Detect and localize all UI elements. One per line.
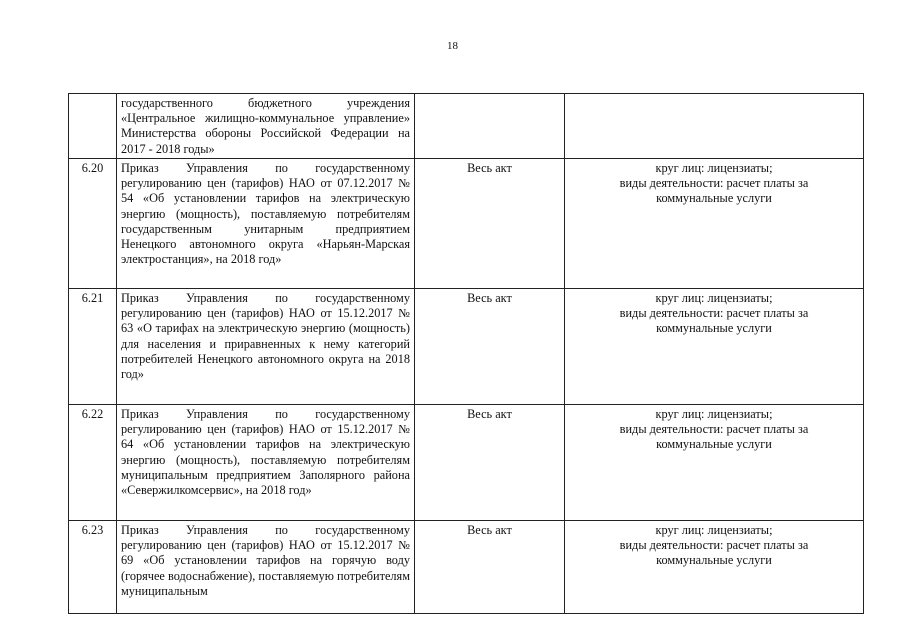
row-number: 6.23 bbox=[69, 521, 117, 614]
row-number: 6.22 bbox=[69, 405, 117, 521]
table-row bbox=[69, 159, 864, 289]
conditions-line: круг лиц: лицензиаты; bbox=[655, 407, 773, 421]
act-name: Приказ Управления по государственному регулированию цен (тарифов) НАО от 15.12.2017 № 69 «Об установлении тарифов на горячую воду (горячее водоснабжение), поставляемую потребителям муниципальным bbox=[117, 521, 415, 614]
conditions-line: виды деятельности: расчет платы за bbox=[619, 176, 809, 191]
row-number bbox=[69, 94, 117, 159]
row-number: 6.21 bbox=[69, 289, 117, 405]
conditions-line: виды деятельности: расчет платы за bbox=[619, 306, 809, 321]
conditions-line: коммунальные услуги bbox=[656, 321, 772, 336]
act-conditions bbox=[565, 521, 864, 614]
act-conditions bbox=[565, 159, 864, 289]
act-scope: Весь акт bbox=[415, 159, 565, 289]
act-name: Приказ Управления по государственному регулированию цен (тарифов) НАО от 07.12.2017 № 54 «Об установлении тарифов на электрическую энергию (мощность), поставляемую потребителям государственным унитарным предприятием Ненецкого автономного округа «Нарьян-Марская электростанция», на 2018 год» bbox=[117, 159, 415, 289]
act-conditions bbox=[565, 405, 864, 521]
act-scope: Весь акт bbox=[415, 405, 565, 521]
table-row bbox=[69, 405, 864, 521]
page-number: 18 bbox=[447, 40, 458, 52]
conditions-line: виды деятельности: расчет платы за bbox=[619, 422, 809, 437]
table-row bbox=[69, 94, 864, 159]
conditions-line: круг лиц: лицензиаты; bbox=[655, 161, 773, 175]
conditions-line: круг лиц: лицензиаты; bbox=[655, 523, 773, 537]
row-number: 6.20 bbox=[69, 159, 117, 289]
table-row bbox=[69, 289, 864, 405]
table-row bbox=[69, 521, 864, 614]
act-scope bbox=[415, 94, 565, 159]
act-name: государственного бюджетного учреждения «Центральное жилищно-коммунальное управление» Министерства обороны Российской Федерации на 2017 - 2018 годы» bbox=[117, 94, 415, 159]
conditions-line: коммунальные услуги bbox=[656, 553, 772, 568]
conditions-line: круг лиц: лицензиаты; bbox=[655, 291, 773, 305]
act-name: Приказ Управления по государственному регулированию цен (тарифов) НАО от 15.12.2017 № 64 «Об установлении тарифов на электрическую энергию (мощность), поставляемую потребителям муниципальным предприятием Заполярного района «Севержилкомсервис», на 2018 год» bbox=[117, 405, 415, 521]
act-conditions bbox=[565, 94, 864, 159]
acts-table bbox=[68, 93, 864, 614]
act-scope: Весь акт bbox=[415, 289, 565, 405]
act-conditions bbox=[565, 289, 864, 405]
act-scope: Весь акт bbox=[415, 521, 565, 614]
act-name: Приказ Управления по государственному регулированию цен (тарифов) НАО от 15.12.2017 № 63 «О тарифах на электрическую энергию (мощность) для населения и приравненных к нему категорий потребителей Ненецкого автономного округа на 2018 год» bbox=[117, 289, 415, 405]
conditions-line: коммунальные услуги bbox=[656, 191, 772, 206]
conditions-line: коммунальные услуги bbox=[656, 437, 772, 452]
conditions-line: виды деятельности: расчет платы за bbox=[619, 538, 809, 553]
